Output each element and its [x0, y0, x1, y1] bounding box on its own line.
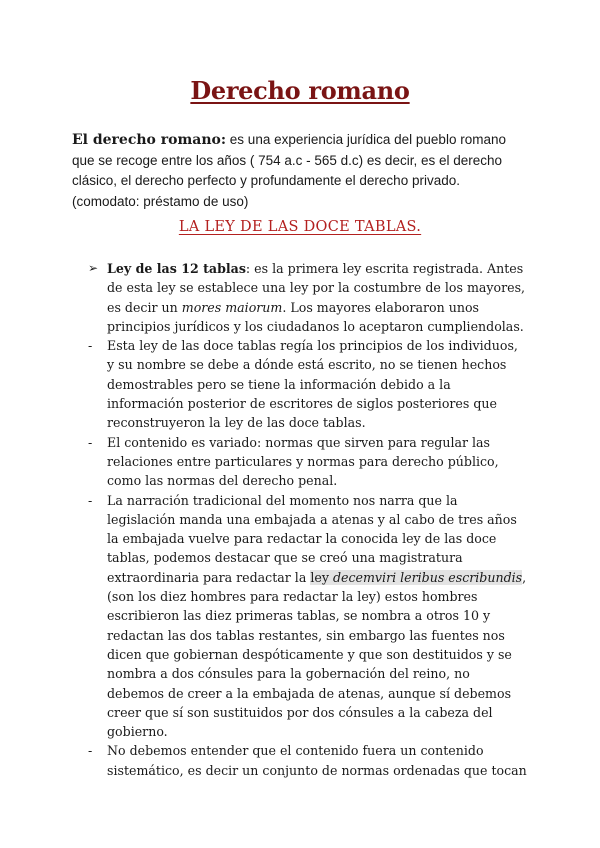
highlight-italic: decemviri leribus escribundis	[332, 569, 523, 585]
list-item	[88, 433, 528, 491]
list-item	[88, 741, 528, 780]
item-lead: Ley de las 12 tablas	[107, 261, 246, 276]
item-text: La narración tradicional del momento nos narra que la legislación manda una embajada a atenas y al cabo de tres años la embajada vuelve para redactar la conocida ley de las doce tablas, podemos destacar que se creó una magistratura extraordinaria para redactar la	[107, 492, 517, 585]
intro-note: (comodato: préstamo de uso)	[72, 193, 249, 209]
page-title-text: Derecho romano	[190, 76, 410, 105]
intro-paragraph	[72, 130, 532, 212]
item-text: . Los mayores elaboraron unos principios jurídicos y los ciudadanos lo aceptaron cumpliendolas.	[107, 299, 524, 334]
highlighted-term	[310, 570, 522, 585]
dash-bullet: -	[88, 743, 93, 759]
list-item	[88, 491, 528, 742]
bullet-list	[88, 259, 528, 780]
item-text: No debemos entender que el contenido fuera un contenido sistemático, es decir un conjunto de normas ordenadas que tocan	[107, 743, 527, 778]
list-item	[88, 336, 528, 432]
arrow-bullet-icon: ➢	[88, 261, 99, 275]
dash-bullet: -	[88, 434, 93, 450]
item-italic: mores maiorum	[181, 299, 283, 315]
item-text: Esta ley de las doce tablas regía los principios de los individuos, y su nombre se debe a dónde está escrito, no se tienen hechos demostrables pero se tiene la información debido a la información posterior de escritores de siglos posteriores que reconstruyeron la ley de las doce tablas.	[107, 338, 518, 431]
item-text: : es la primera ley escrita registrada. Antes de esta ley se establece una ley por la costumbre de los mayores, es decir un	[107, 261, 526, 315]
highlight-plain: ley	[310, 569, 333, 585]
list-item	[88, 259, 528, 336]
dash-bullet: -	[88, 338, 93, 354]
dash-bullet: -	[88, 492, 93, 508]
intro-term: El derecho romano:	[72, 132, 227, 148]
intro-text: es una experiencia jurídica del pueblo romano que se recoge entre los años ( 754 a.c - 565 d.c) es decir, es el derecho clásico, el derecho perfecto y profundamente el derecho privado.	[72, 132, 506, 188]
section-heading	[0, 219, 600, 235]
page-title	[0, 76, 600, 105]
item-text: , (son los diez hombres para redactar la ley) estos hombres escribieron las diez primeras tablas, se nombra a otros 10 y redactan las dos tablas restantes, sin embargo las fuentes nos dicen que gobiernan despóticamente y que son destituidos y se nombra a dos cónsules para la gobernación del reino, no debemos de creer a la embajada de atenas, aunque sí debemos creer que sí son sustituidos por dos cónsules a la cabeza del gobierno.	[107, 569, 527, 740]
section-heading-text: LA LEY DE LAS DOCE TABLAS.	[178, 219, 422, 235]
item-text: El contenido es variado: normas que sirven para regular las relaciones entre particulares y normas para derecho público, como las normas del derecho penal.	[107, 434, 499, 489]
